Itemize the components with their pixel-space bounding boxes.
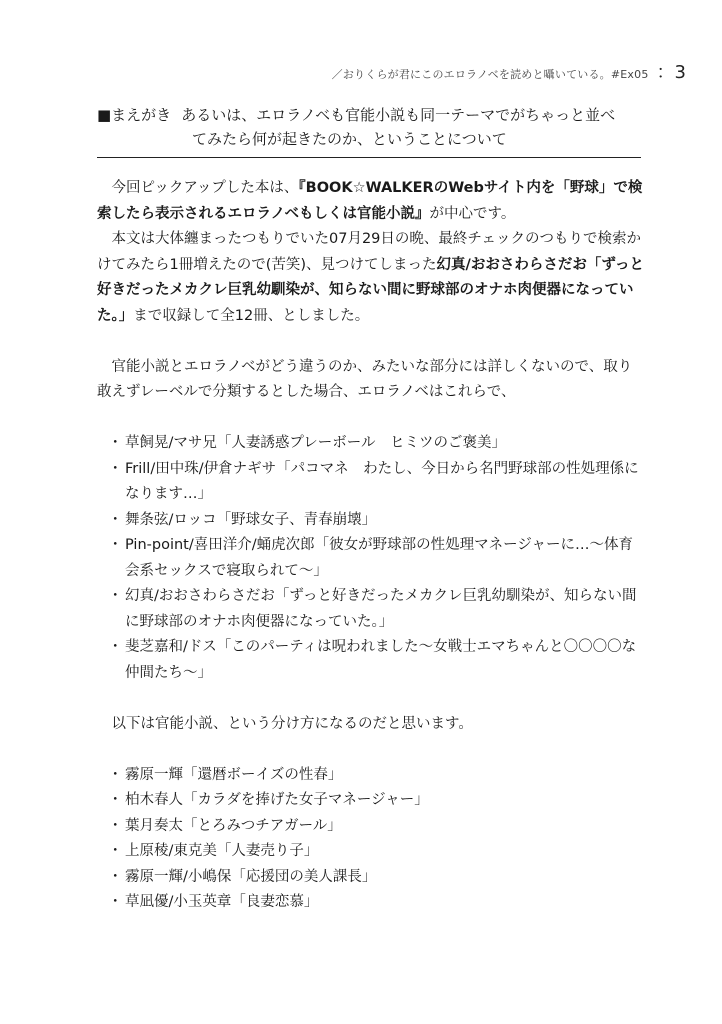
- spacer: [97, 686, 645, 712]
- heading-title-line2: てみたら何が起きたのか、ということについて: [192, 130, 507, 148]
- intro-p2-text-c: まで収録して全12冊、としました。: [133, 307, 370, 324]
- list-item: ・ 舞条弦/ロッコ「野球女子、青春崩壊」: [111, 508, 645, 534]
- body-text: [97, 176, 645, 916]
- novel-list: [97, 763, 645, 916]
- intro-p2-text-a: 本文は大体纏まったつもりでいた07月29日の晩、最終チェックのつもりで検索かけてみたら1冊増えたので(苦笑)、見つけてしまった: [97, 231, 641, 273]
- intro-paragraph-1: [97, 176, 645, 227]
- running-header: [332, 58, 686, 84]
- list-item: ・ 柏木春人「カラダを捧げた女子マネージャー」: [111, 788, 645, 814]
- list-item: ・ 霧原一輝「還暦ボーイズの性春」: [111, 763, 645, 789]
- section-heading: [97, 103, 641, 158]
- list-item: ・ 霧原一輝/小嶋保「応援団の美人課長」: [111, 865, 645, 891]
- intro-p1-emphasis: 『BOOK☆WALKERのWebサイト内を「野球」で検索したら表示されるエロラノベもしくは官能小説』: [97, 180, 643, 222]
- heading-label: ■まえがき: [97, 106, 172, 124]
- intro-paragraph-2: [97, 227, 645, 329]
- intro-p1-text-a: 今回ピックアップした本は、: [111, 180, 299, 196]
- section1-intro: 官能小説とエロラノベがどう違うのか、みたいな部分には詳しくないので、取り敢えずレーベルで分類するとした場合、エロラノベはこれらで、: [97, 358, 633, 400]
- list-item: ・ 斐芝嘉和/ドス「このパーティは呪われました～女戦士エマちゃんと〇〇〇〇な仲間たち～」: [111, 635, 645, 686]
- list-item: ・ Frill/田中珠/伊倉ナギサ「パコマネ わたし、今日から名門野球部の性処理係になります…」: [111, 457, 645, 508]
- spacer: [97, 329, 645, 355]
- page-number: ：3: [656, 62, 686, 83]
- list-item: ・ 幻真/おおさわらさだお「ずっと好きだったメカクレ巨乳幼馴染が、知らない間に野球部のオナホ肉便器になっていた。」: [111, 584, 645, 635]
- intro-p1-text-c: が中心です。: [429, 205, 516, 222]
- spacer: [97, 737, 645, 763]
- running-header-title: ／おりくらが君にこのエロラノベを読めと囁いている。#Ex05: [331, 68, 649, 81]
- heading-title-line1: あるいは、エロラノベも官能小説も同一テーマでがちゃっと並べ: [181, 106, 616, 124]
- intro-p2-emphasis: 幻真/おおさわらさだお「ずっと好きだったメカクレ巨乳幼馴染が、知らない間に野球部のオナホ肉便器になっていた。」: [97, 256, 644, 324]
- list-item: ・ 上原稜/東克美「人妻売り子」: [111, 839, 645, 865]
- list-item: ・ Pin-point/喜田洋介/蛹虎次郎「彼女が野球部の性処理マネージャーに…～体育会系セックスで寝取られて～」: [111, 533, 645, 584]
- spacer: [97, 406, 645, 432]
- list-item: ・ 草飼晃/マサ兄「人妻誘惑プレーボール ヒミツのご褒美」: [111, 431, 645, 457]
- section2-intro: 以下は官能小説、という分け方になるのだと思います。: [111, 715, 473, 732]
- light-novel-list: [97, 431, 645, 686]
- list-item: ・ 草凪優/小玉英章「良妻恋慕」: [111, 890, 645, 916]
- list-item: ・ 葉月奏太「とろみつチアガール」: [111, 814, 645, 840]
